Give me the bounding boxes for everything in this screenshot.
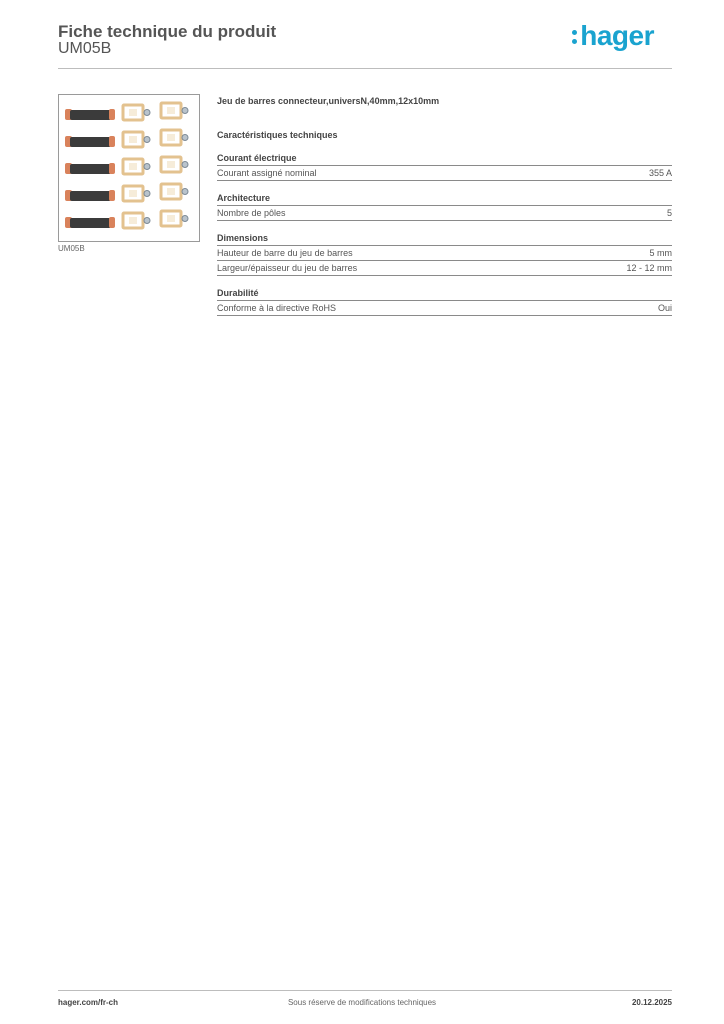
connector-clamp-inner <box>129 163 137 170</box>
screw-icon <box>182 108 188 114</box>
spec-value: Oui <box>657 303 672 313</box>
busbar-insulation <box>70 110 111 120</box>
spec-group-electrical <box>217 153 672 181</box>
screw-icon <box>144 218 150 224</box>
spec-value: 5 mm <box>649 248 672 258</box>
footer-date: 20.12.2025 <box>631 998 672 1007</box>
connector-clamp-inner <box>167 215 175 222</box>
connector-clamp-inner <box>129 190 137 197</box>
image-caption: UM05B <box>58 244 85 253</box>
busbar-copper-end <box>109 163 115 174</box>
busbar-insulation <box>70 137 111 147</box>
spec-row <box>217 246 672 261</box>
spec-value: 355 A <box>648 168 672 178</box>
spec-label: Courant assigné nominal <box>217 168 317 178</box>
spec-label: Hauteur de barre du jeu de barres <box>217 248 353 258</box>
screw-icon <box>144 191 150 197</box>
connector-clamp-inner <box>167 134 175 141</box>
screw-icon <box>182 189 188 195</box>
spec-group-architecture <box>217 193 672 221</box>
spec-label: Conforme à la directive RoHS <box>217 303 337 313</box>
spec-row <box>217 301 672 316</box>
spec-row <box>217 166 672 181</box>
connector-clamp-inner <box>129 109 137 116</box>
spec-group-dimensions <box>217 233 672 276</box>
busbar-insulation <box>70 218 111 228</box>
busbar-copper-end <box>109 109 115 120</box>
spec-content <box>217 94 672 328</box>
busbar-illustration <box>59 95 199 241</box>
busbar-copper-end <box>109 136 115 147</box>
busbar-insulation <box>70 164 111 174</box>
spec-group-title: Architecture <box>217 193 672 206</box>
logo-dots-icon <box>572 25 578 47</box>
header-divider <box>58 68 672 69</box>
spec-group-title: Courant électrique <box>217 153 672 166</box>
connector-clamp-inner <box>129 217 137 224</box>
spec-group-title: Durabilité <box>217 288 672 301</box>
page-header <box>58 20 672 68</box>
screw-icon <box>144 164 150 170</box>
footer-disclaimer: Sous réserve de modifications techniques <box>287 998 437 1007</box>
spec-label: Nombre de pôles <box>217 208 286 218</box>
screw-icon <box>144 137 150 143</box>
product-code: UM05B <box>58 40 112 57</box>
screw-icon <box>182 135 188 141</box>
spec-row <box>217 261 672 276</box>
footer-divider <box>58 990 672 991</box>
hager-logo <box>572 20 654 52</box>
screw-icon <box>182 162 188 168</box>
busbar-insulation <box>70 191 111 201</box>
spec-label: Largeur/épaisseur du jeu de barres <box>217 263 358 273</box>
spec-value: 12 - 12 mm <box>626 263 672 273</box>
connector-clamp-inner <box>167 188 175 195</box>
product-image <box>58 94 200 242</box>
page-title: Fiche technique du produit <box>58 22 277 41</box>
spec-value: 5 <box>666 208 672 218</box>
spec-row <box>217 206 672 221</box>
busbar-copper-end <box>109 190 115 201</box>
connector-clamp-inner <box>167 107 175 114</box>
spec-section-title: Caractéristiques techniques <box>217 130 338 140</box>
screw-icon <box>182 216 188 222</box>
logo-text: hager <box>580 20 654 51</box>
spec-group-title: Dimensions <box>217 233 672 246</box>
footer-website[interactable]: hager.com/fr-ch <box>58 998 119 1007</box>
busbar-copper-end <box>109 217 115 228</box>
connector-clamp-inner <box>167 161 175 168</box>
connector-clamp-inner <box>129 136 137 143</box>
screw-icon <box>144 110 150 116</box>
product-name: Jeu de barres connecteur,universN,40mm,12x10mm <box>217 96 440 106</box>
spec-group-durability <box>217 288 672 316</box>
